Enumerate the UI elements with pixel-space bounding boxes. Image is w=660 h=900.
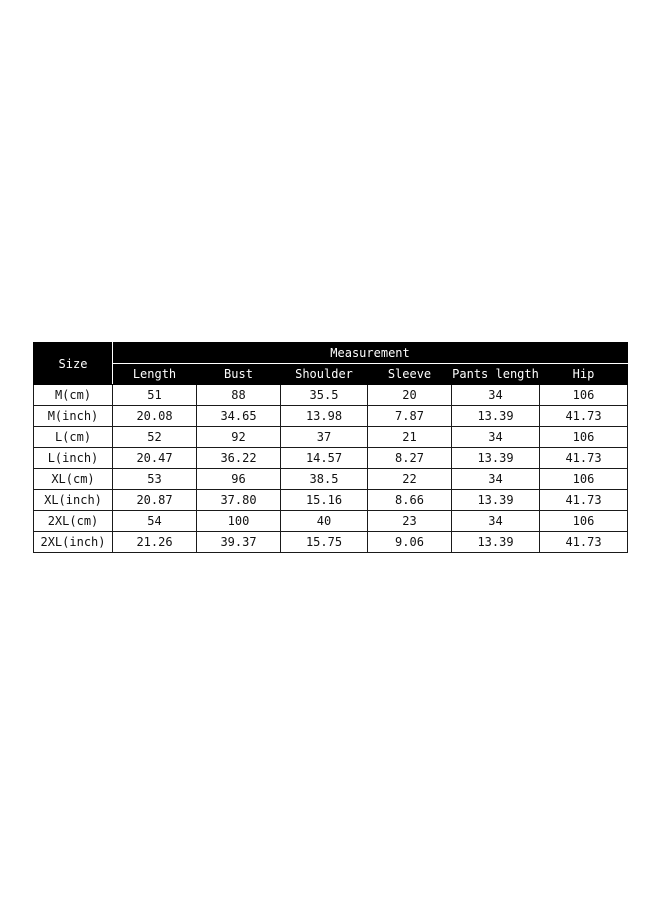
- measurement-cell: 35.5: [281, 385, 368, 406]
- measurement-cell: 96: [197, 469, 281, 490]
- table-row: [34, 469, 628, 490]
- measurement-cell: 37: [281, 427, 368, 448]
- measurement-cell: 13.39: [452, 490, 540, 511]
- measurement-cell: 40: [281, 511, 368, 532]
- measurement-cell: 8.66: [368, 490, 452, 511]
- table-row: [34, 511, 628, 532]
- measurement-cell: 39.37: [197, 532, 281, 553]
- size-label-cell: 2XL(cm): [34, 511, 113, 532]
- measurement-cell: 34: [452, 511, 540, 532]
- measurement-cell: 13.98: [281, 406, 368, 427]
- measurement-cell: 13.39: [452, 448, 540, 469]
- measurement-cell: 22: [368, 469, 452, 490]
- measurement-cell: 7.87: [368, 406, 452, 427]
- measurement-cell: 41.73: [540, 448, 628, 469]
- header-row-group: [34, 343, 628, 364]
- measurement-cell: 9.06: [368, 532, 452, 553]
- measurement-cell: 13.39: [452, 406, 540, 427]
- measurement-cell: 106: [540, 511, 628, 532]
- measurement-cell: 53: [113, 469, 197, 490]
- measurement-cell: 106: [540, 385, 628, 406]
- measurement-cell: 88: [197, 385, 281, 406]
- measurement-cell: 15.75: [281, 532, 368, 553]
- measurement-cell: 34: [452, 385, 540, 406]
- size-label-cell: XL(cm): [34, 469, 113, 490]
- column-header-sleeve: Sleeve: [368, 364, 452, 385]
- measurement-cell: 34.65: [197, 406, 281, 427]
- measurement-cell: 52: [113, 427, 197, 448]
- measurement-cell: 20.87: [113, 490, 197, 511]
- measurement-cell: 23: [368, 511, 452, 532]
- table-row: [34, 490, 628, 511]
- size-label-cell: L(inch): [34, 448, 113, 469]
- measurement-cell: 38.5: [281, 469, 368, 490]
- table-row: [34, 448, 628, 469]
- measurement-cell: 36.22: [197, 448, 281, 469]
- measurement-cell: 100: [197, 511, 281, 532]
- size-label-cell: L(cm): [34, 427, 113, 448]
- size-label-cell: M(inch): [34, 406, 113, 427]
- measurement-cell: 41.73: [540, 490, 628, 511]
- measurement-cell: 13.39: [452, 532, 540, 553]
- column-header-pants-length: Pants length: [452, 364, 540, 385]
- column-header-length: Length: [113, 364, 197, 385]
- measurement-cell: 20.08: [113, 406, 197, 427]
- measurement-cell: 34: [452, 427, 540, 448]
- column-header-bust: Bust: [197, 364, 281, 385]
- measurement-cell: 8.27: [368, 448, 452, 469]
- measurement-cell: 21.26: [113, 532, 197, 553]
- table-row: [34, 406, 628, 427]
- measurement-cell: 41.73: [540, 406, 628, 427]
- measurement-cell: 106: [540, 469, 628, 490]
- table-row: [34, 427, 628, 448]
- measurement-cell: 37.80: [197, 490, 281, 511]
- size-label-cell: XL(inch): [34, 490, 113, 511]
- size-label-cell: M(cm): [34, 385, 113, 406]
- measurement-cell: 21: [368, 427, 452, 448]
- column-header-hip: Hip: [540, 364, 628, 385]
- measurement-cell: 54: [113, 511, 197, 532]
- measurement-cell: 106: [540, 427, 628, 448]
- measurement-cell: 92: [197, 427, 281, 448]
- table-row: [34, 385, 628, 406]
- size-chart: [33, 342, 627, 553]
- measurement-cell: 20.47: [113, 448, 197, 469]
- measurement-cell: 41.73: [540, 532, 628, 553]
- table-row: [34, 532, 628, 553]
- column-header-shoulder: Shoulder: [281, 364, 368, 385]
- measurement-cell: 14.57: [281, 448, 368, 469]
- measurement-cell: 34: [452, 469, 540, 490]
- size-table: [33, 342, 628, 553]
- measurement-group-header: Measurement: [113, 343, 628, 364]
- measurement-cell: 51: [113, 385, 197, 406]
- header-row-columns: [34, 364, 628, 385]
- table-body: [34, 385, 628, 553]
- size-label-cell: 2XL(inch): [34, 532, 113, 553]
- size-column-header: Size: [34, 343, 113, 385]
- measurement-cell: 15.16: [281, 490, 368, 511]
- measurement-cell: 20: [368, 385, 452, 406]
